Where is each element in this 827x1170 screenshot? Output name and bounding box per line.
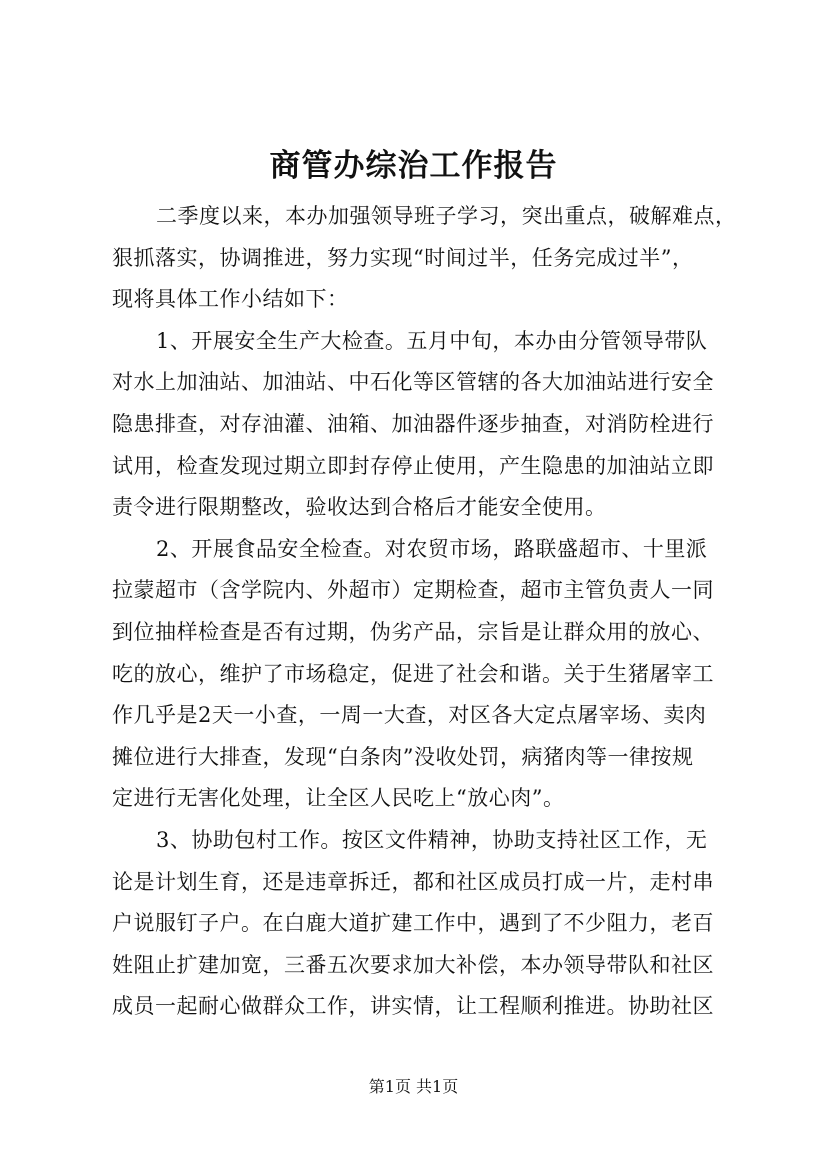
- paragraph-line: 狠抓落实，协调推进，努力实现“时间过半，任务完成过半”，: [112, 245, 694, 270]
- paragraph-line: 作几乎是2天一小查，一周一大查，对区各大定点屠宰场、卖肉: [112, 703, 707, 728]
- paragraph-line: 户说服钉子户。在白鹿大道扩建工作中，遇到了不少阻力，老百: [112, 911, 714, 936]
- document-title: 商管办综治工作报告: [269, 148, 558, 184]
- document-body: [112, 196, 737, 1028]
- paragraph-line: 隐患排查，对存油灌、油箱、加油器件逐步抽查，对消防栓进行: [112, 411, 714, 436]
- paragraph-line: 现将具体工作小结如下：: [112, 287, 349, 312]
- paragraph-line: 1、开展安全生产大检查。五月中旬，本办由分管领导带队: [156, 328, 708, 353]
- paragraph-line: 2、开展食品安全检查。对农贸市场，路联盛超市、十里派: [156, 536, 708, 561]
- paragraph-line: 对水上加油站、加油站、中石化等区管辖的各大加油站进行安全: [112, 370, 714, 395]
- paragraph-line: 定进行无害化处理，让全区人民吃上“放心肉”。: [112, 786, 565, 811]
- paragraph-line: 吃的放心，维护了市场稳定，促进了社会和谐。关于生猪屠宰工: [112, 661, 714, 686]
- paragraph-line: 拉蒙超市（含学院内、外超市）定期检查，超市主管负责人一同: [112, 578, 714, 603]
- paragraph-line: 摊位进行大排查，发现“白条肉”没收处罚，病猪肉等一律按规: [112, 744, 694, 769]
- paragraph-line: 到位抽样检查是否有过期，伪劣产品，宗旨是让群众用的放心、: [112, 619, 714, 644]
- paragraph-line: 责令进行限期整改，验收达到合格后才能安全使用。: [112, 495, 607, 520]
- page-footer: 第1页 共1页: [368, 1077, 459, 1096]
- paragraph-line: 3、协助包村工作。按区文件精神，协助支持社区工作，无: [156, 827, 708, 852]
- paragraph-line: 试用，检查发现过期立即封存停止使用，产生隐患的加油站立即: [112, 453, 714, 478]
- paragraph-line: 二季度以来，本办加强领导班子学习，突出重点，破解难点，: [156, 204, 737, 228]
- paragraph-line: 论是计划生育，还是违章拆迁，都和社区成员打成一片，走村串: [112, 869, 714, 894]
- paragraph-line: 成员一起耐心做群众工作，讲实情，让工程顺利推进。协助社区: [112, 994, 714, 1019]
- paragraph-line: 姓阻止扩建加宽，三番五次要求加大补偿，本办领导带队和社区: [112, 952, 714, 977]
